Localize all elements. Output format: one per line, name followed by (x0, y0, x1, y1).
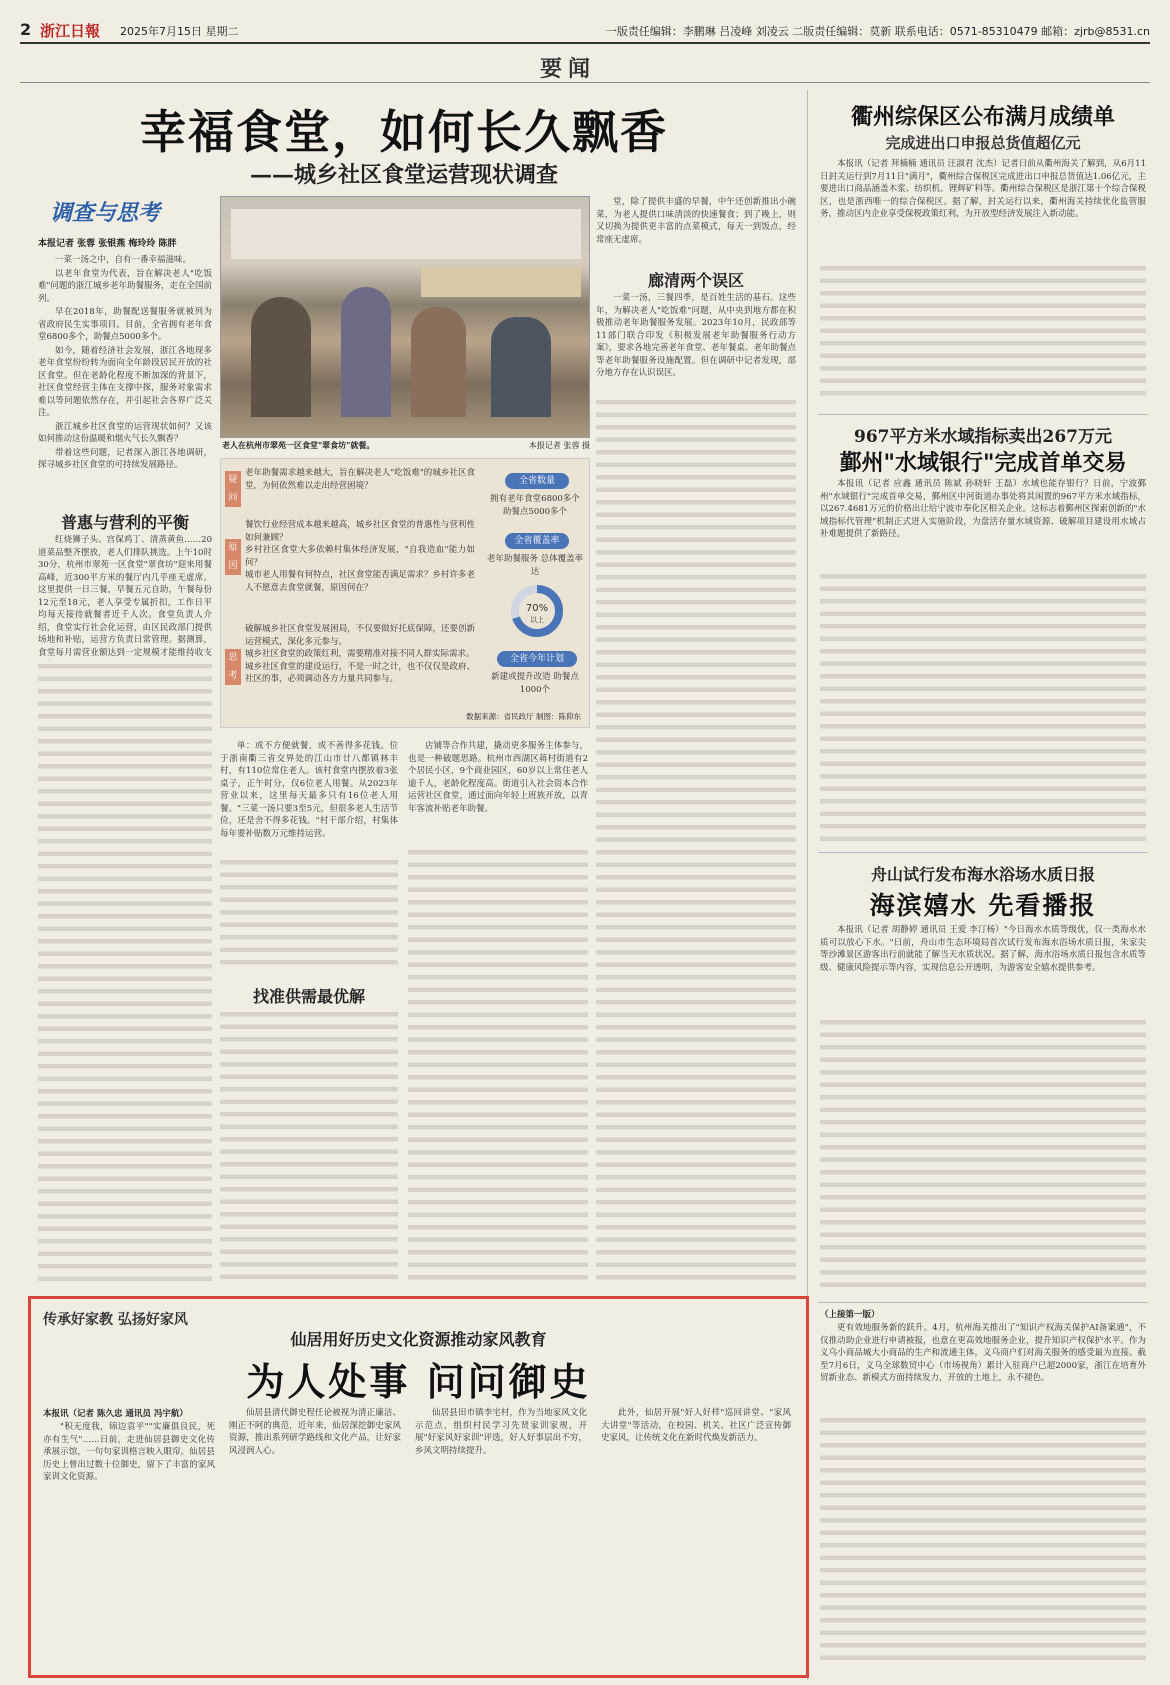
text-continuation (820, 1414, 1146, 1664)
lead-body-b (220, 740, 398, 850)
bottom-title: 为人处事 问问御史 (246, 1359, 591, 1404)
info-graphic (220, 458, 590, 728)
text-continuation (38, 660, 212, 1285)
right-story-3-body (820, 924, 1146, 1012)
subheading-misconceptions: 廊清两个误区 (647, 271, 744, 290)
intro-paragraph: 浙江城乡社区食堂的运营现状如何？又该如何推动这份温暖和烟火气长久飘香？ (38, 421, 212, 444)
family-values-story (28, 1296, 809, 1678)
photo-credit: 本报记者 张蓉 摄 (528, 441, 590, 450)
think-item: 城乡社区食堂的建设运行，不是一时之计，也不仅仅是政府、社区的事，必须调动各方力量共同参与。 (245, 661, 475, 684)
section-bar (20, 50, 1150, 83)
body-paragraph: 红烧狮子头、宫保鸡丁、清蒸黄鱼……20道菜品整齐摆放，老人们排队挑选。上午10时30分，杭州市翠苑一区食堂"翠食坊"迎来用餐高峰，近300平方米的餐厅内几乎座无虚席。这里提供一日三餐，早餐五元自助，午餐每份12元至18元，老人享受专属折扣，工作日平均每天接待就餐者近千人次。食堂负责人介绍，食堂实行社会化运营，由区民政部门提供场地和补贴，运营方负责日常管理。据测算，食堂每月需营业额达到一定规模才能维持收支 (38, 535, 212, 658)
bottom-body-1 (43, 1421, 215, 1661)
right-story-1-subtitle: 完成进出口申报总货值超亿元 (885, 134, 1081, 152)
lead-subtitle: ——城乡社区食堂运营现状调查 (250, 162, 559, 188)
right-story-1-body (820, 158, 1146, 258)
body-paragraph: 本报讯（记者 胡静婷 通讯员 王爱 李汀杨）"今日海水水质等级优，仅一类海水水质可以放心下水。"日前，舟山市生态环境局首次试行发布海水浴场水质日报，朱家尖等沙滩景区游客出行前就能了解当天水质状况。据了解，海水浴场水质日报包含水质等级、健康风险提示等内容，实现信息公开透明，为游客安全嬉水提供参考。 (820, 925, 1146, 973)
bottom-body-2 (229, 1407, 401, 1661)
right-story-2-title-2: 鄞州"水域银行"完成首单交易 (839, 450, 1127, 476)
donut-suffix: 以上 (530, 616, 544, 624)
continued-label: （上接第一版） (820, 1310, 880, 1320)
bottom-column-label: 传承好家教 弘扬好家风 (43, 1312, 188, 1328)
think-label: 思考 (225, 649, 241, 685)
bottom-kicker: 仙居用好历史文化资源推动家风教育 (290, 1330, 547, 1349)
lead-title: 幸福食堂，如何长久飘香 (140, 105, 668, 159)
intro-paragraph: 一菜一汤之中，自有一番幸福滋味。 (55, 255, 192, 265)
stat-count-text: 拥有老年食堂6800多个 助餐点5000多个 (490, 494, 580, 517)
intro-paragraph: 如今，随着经济社会发展，浙江各地现多老年食堂纷纷转为面向全年龄段居民开放的社区食堂。但在老龄化程度不断加深的背景下，社区食堂经营主体在支撑中探，服务对象需求难以等问题依然存在，并引起社会各界广泛关注。 (38, 345, 212, 418)
story-divider (818, 852, 1148, 853)
right-story-2-title-1: 967平方米水域指标卖出267万元 (854, 427, 1112, 447)
donut-value: 70% (525, 603, 549, 614)
right-story-4-body (820, 1322, 1146, 1410)
page-number: 2 (20, 20, 32, 39)
reason-item: 餐饮行业经营成本越来越高，城乡社区食堂的普惠性与营利性如何兼顾？ (245, 520, 475, 543)
column-logo: 调查与思考 (50, 201, 161, 226)
stat-coverage-title: 全省覆盖率 (505, 533, 569, 549)
body-paragraph: 本报讯（记者 拜楠楠 通讯员 汪淑君 沈杰）记者日前从衢州海关了解到，从6月11日封关运行到7月11日"满月"，衢州综合保税区完成进出口申报总货值达1.06亿元，主要进出口商品涵盖木浆、纺织机、锂辉矿料等。衢州综合保税区是浙江第十个综合保税区，也是浙西唯一的综合保税区。据了解，封关运行以来，衢州海关持续优化监管服务，推动区内企业享受保税政策红利，为开放型经济发展注入新动能。 (820, 159, 1146, 219)
canteen-photo (220, 196, 590, 438)
body-paragraph: 堂，除了提供丰盛的早餐，中午还创新推出小碗菜，为老人提供口味清淡的快速餐食；到了晚上，则又切换为提供更丰富的点菜模式，每天一到饭点，经常座无虚席。 (596, 197, 796, 245)
intro-paragraph: 带着这些问题，记者深入浙江各地调研，探寻城乡社区食堂的可持续发展路径。 (38, 447, 212, 470)
body-paragraph: 此外，仙居开展"好人好样"巡回讲堂、"家风大讲堂"等活动，在校园、机关、社区广泛宣传御史家风，让传统文化在新时代焕发新活力。 (601, 1408, 791, 1443)
reason-item: 乡村社区食堂大多依赖村集体经济发展，"自我造血"能力如何？ (245, 545, 475, 568)
story-divider (818, 1302, 1148, 1303)
body-paragraph: 单：或不方便就餐，或不善得多花钱。位于浙南衢三省交界处的江山市廿八都镇林丰村，有110位常住老人。该村食堂内摆放着3张桌子，正午时分，仅6位老人用餐。从2023年营业以来，这里每天最多只有16位老人用餐。"三菜一汤只要3至5元，但很多老人生活节俭，还是舍不得多花钱。"村干部介绍，村集体每年要补贴数万元维持运营。 (220, 741, 398, 839)
stat-count-title: 全省数量 (505, 473, 569, 489)
bottom-body-4 (601, 1407, 791, 1661)
reason-label: 原因 (225, 539, 241, 575)
reason-item: 城市老人用餐有何特点，社区食堂能否满足需求？乡村许多老人不愿意去食堂就餐，原因何在？ (245, 570, 475, 593)
body-paragraph: 一菜一汤，三餐四季，是百姓生活的基石。这些年，为解决老人"吃饭难"问题，从中央到地方都在积极推动老年助餐服务发展。2023年10月，民政部等11部门联合印发《积极发展老年助餐服务行动方案》，要求各地完善老年食堂、老年餐桌、老年助餐点等老年助餐服务设施配置。但在调研中记者发现，部分地方存在认识误区。 (596, 293, 796, 378)
body-paragraph: 本报讯（记者 应鑫 通讯员 陈斌 孙晓轩 王磊）水域也能存银行？日前，宁波鄞州"水域银行"完成首单交易，鄞州区中河街道办事处将其闲置的967平方米水域指标，以267.4681万元的价格出让给宁波市奉化区相关企业。这标志着鄞州区探索创新的"水域指标代管理"机制正式进入实施阶段，为盘活存量水域资源、破解项目建设用水域占补难题提供了新路径。 (820, 479, 1146, 539)
text-continuation (820, 570, 1146, 842)
lead-intro (38, 254, 212, 494)
right-story-1-title: 衢州综保区公布满月成绩单 (850, 104, 1115, 130)
stat-coverage-text: 老年助餐服务 总体覆盖率达 (486, 554, 584, 577)
intro-paragraph: 以老年食堂为代表，旨在解决老人"吃饭难"问题的浙江城乡老年助餐服务，走在全国前列。 (38, 268, 212, 304)
stat-plan-title: 全省今年计划 (497, 651, 577, 667)
right-story-3-title-1: 舟山试行发布海水浴场水质日报 (870, 865, 1095, 884)
right-story-2-body (820, 478, 1146, 566)
photo-caption: 老人在杭州市翠苑一区食堂"翠食坊"就餐。 (222, 441, 375, 450)
text-continuation (820, 262, 1146, 402)
think-item: 破解城乡社区食堂发展困局，不仅要做好托底保障，还要创新运营模式，深化多元参与。 (245, 624, 475, 647)
stat-plan-text: 新建或提升改造 助餐点1000个 (491, 672, 579, 695)
page-header (20, 20, 1150, 44)
bottom-body-3 (415, 1407, 587, 1661)
subheading-supply-demand: 找准供需最优解 (252, 987, 365, 1006)
graphic-source: 数据来源：省民政厅 制图：陈仰东 (466, 712, 581, 721)
bottom-byline: 本报讯（记者 陈久忠 通讯员 冯宇航） (43, 1409, 188, 1419)
text-continuation (820, 1016, 1146, 1294)
right-story-3-title-2: 海滨嬉水 先看播报 (869, 891, 1097, 920)
masthead: 浙江日報 (40, 22, 101, 40)
lead-byline: 本报记者 张蓉 张银燕 梅玲玲 陈胖 (38, 239, 177, 249)
reason-list (245, 519, 475, 615)
issue-date: 2025年7月15日 星期二 (120, 25, 239, 38)
intro-paragraph: 早在2018年，助餐配送餐服务就被列为省政府民生实事项目。目前，全省拥有老年食堂6800多个，助餐点5000多个。 (38, 307, 212, 342)
section-title: 要闻 (540, 56, 597, 82)
story-divider (818, 414, 1148, 415)
think-list (245, 623, 475, 719)
body-paragraph: 仙居县清代御史程任论被视为清正廉洁、刚正不阿的典范，近年来，仙居深挖御史家风资源，推出系列研学路线和文化产品，让好家风浸润人心。 (229, 1408, 401, 1456)
body-paragraph: 更有效地服务新的跃升。4月，杭州海关推出了"知识产权海关保护AI备案通"，不仅推动助企业进行申请被报，也意在更高效地服务企业，提升知识产权保护水平。作为义乌小商品城大小商品的生产和流通主体，义乌商户们对海关服务的感受最为直接。截至7月6日，义乌全球数贸中心（市场视角）累计入驻商户已超2000家，浙江在培育外贸新业态、新模式方面持续发力，开放的土地上，永不褪色。 (820, 1323, 1146, 1383)
lead-body-d (596, 292, 796, 392)
editors-line: 一版责任编辑：李鹏琳 吕凌峰 刘凌云 二版责任编辑：莫新 联系电话：0571-85310479 邮箱：zjrb@8531.cn (605, 25, 1150, 38)
subheading-balance: 普惠与营利的平衡 (60, 513, 189, 532)
lead-body-a (38, 534, 212, 658)
lead-body-c (408, 740, 588, 840)
text-continuation (596, 396, 796, 1286)
question-label: 疑问 (225, 471, 241, 507)
think-item: 城乡社区食堂的政策红利，需要精准对接不同人群实际需求。 (245, 649, 475, 659)
question-text: 老年助餐需求越来越大，旨在解决老人"吃饭难"的城乡社区食堂，为何依然难以走出经营困境？ (245, 468, 475, 491)
body-paragraph: "积无度我，锦边袁平""实廉俱良民，死亦有生气"……日前，走进仙居县御史文化传承展示馆，一句句家训格言映入眼帘。仙居县历史上曾出过数十位御史，留下了丰富的家风家训文化资源。 (43, 1422, 215, 1482)
text-continuation (220, 1008, 398, 1286)
text-continuation (408, 846, 588, 1286)
lead-body-e (596, 196, 796, 256)
coverage-donut (507, 581, 567, 641)
body-paragraph: 仙居县田市镇李宅村，作为当地家风文化示范点，组织村民学习先贤家训家规，开展"好家风好家训"评选，好人好事层出不穷，乡风文明持续提升。 (415, 1408, 587, 1456)
body-paragraph: 店铺等合作共建，撬动更多服务主体参与，也是一种破题思路。杭州市西湖区蒋村街道有2个居民小区，9个商业园区，60岁以上常住老人逾千人，老龄化程度高。街道引入社会资本合作运营社区食堂，通过面向年轻上班族开放，以青年客流补贴老年助餐。 (408, 741, 588, 814)
text-continuation (220, 856, 398, 966)
